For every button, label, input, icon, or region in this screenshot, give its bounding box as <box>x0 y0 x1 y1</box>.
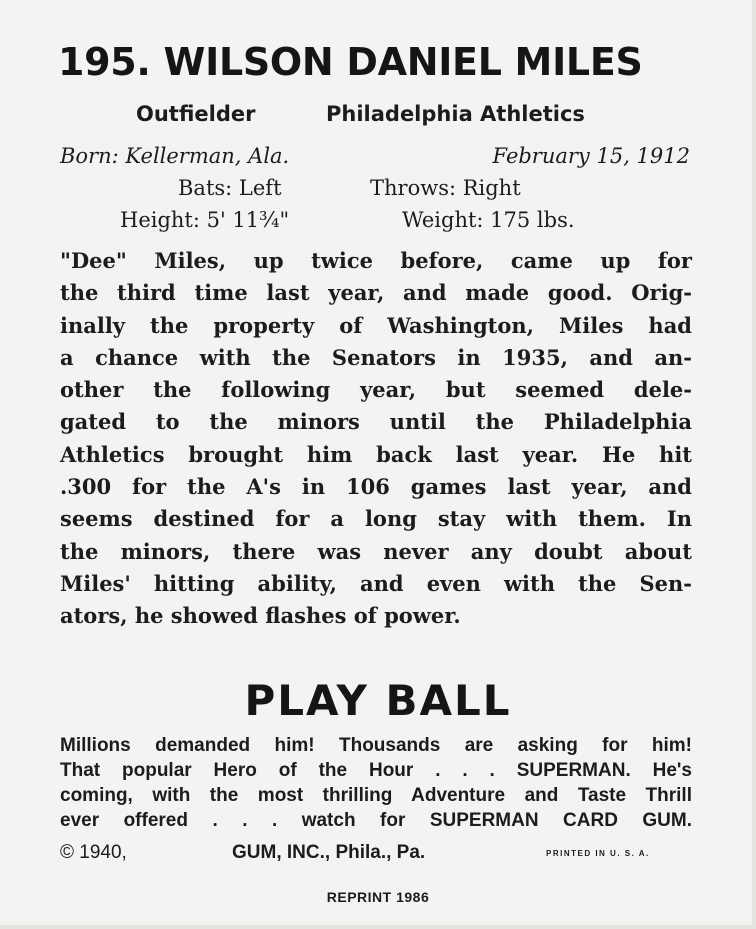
bats-value: Bats: Left <box>178 176 282 200</box>
promo-line: coming, with the most thrilling Adventure and Taste Thrill <box>60 785 692 806</box>
superman-promo <box>60 733 692 833</box>
player-title: 195. WILSON DANIEL MILES <box>58 40 643 84</box>
birth-date: February 15, 1912 <box>492 144 690 168</box>
bio-line: gated to the minors until the Philadelphia <box>60 409 692 435</box>
play-ball-heading: PLAY BALL <box>244 676 512 725</box>
player-biography <box>60 245 692 633</box>
bio-line: Miles' hitting ability, and even with the Sen- <box>60 570 692 596</box>
bio-line: seems destined for a long stay with them. In <box>60 506 692 532</box>
promo-line: ever offered . . . watch for SUPERMAN CARD GUM. <box>60 810 692 831</box>
bio-line: the minors, there was never any doubt about <box>60 538 692 564</box>
reprint-notice: REPRINT 1986 <box>326 889 430 905</box>
weight-value: Weight: 175 lbs. <box>402 208 575 232</box>
bio-line: ators, he showed flashes of power. <box>60 603 461 629</box>
promo-line: Millions demanded him! Thousands are asking for him! <box>60 735 692 756</box>
birth-place: Born: Kellerman, Ala. <box>60 144 290 168</box>
throws-value: Throws: Right <box>370 176 521 200</box>
player-position: Outfielder <box>136 102 256 126</box>
bio-line: "Dee" Miles, up twice before, came up for <box>60 248 692 273</box>
bio-line: the third time last year, and made good. Orig- <box>60 280 692 306</box>
publisher: GUM, INC., Phila., Pa. <box>232 842 426 863</box>
copyright: © 1940, <box>60 842 127 863</box>
printed-in-usa: PRINTED IN U. S. A. <box>546 849 650 858</box>
bio-line: inally the property of Washington, Miles had <box>60 312 692 338</box>
player-team: Philadelphia Athletics <box>326 102 585 126</box>
bio-line: Athletics brought him back last year. He hit <box>60 441 692 467</box>
promo-line: That popular Hero of the Hour . . . SUPERMAN. He's <box>60 760 692 781</box>
bio-line: a chance with the Senators in 1935, and an- <box>60 344 692 370</box>
height-value: Height: 5' 11¾" <box>120 208 290 232</box>
bio-line: .300 for the A's in 106 games last year, and <box>60 474 692 500</box>
bio-line: other the following year, but seemed dele- <box>60 377 692 403</box>
